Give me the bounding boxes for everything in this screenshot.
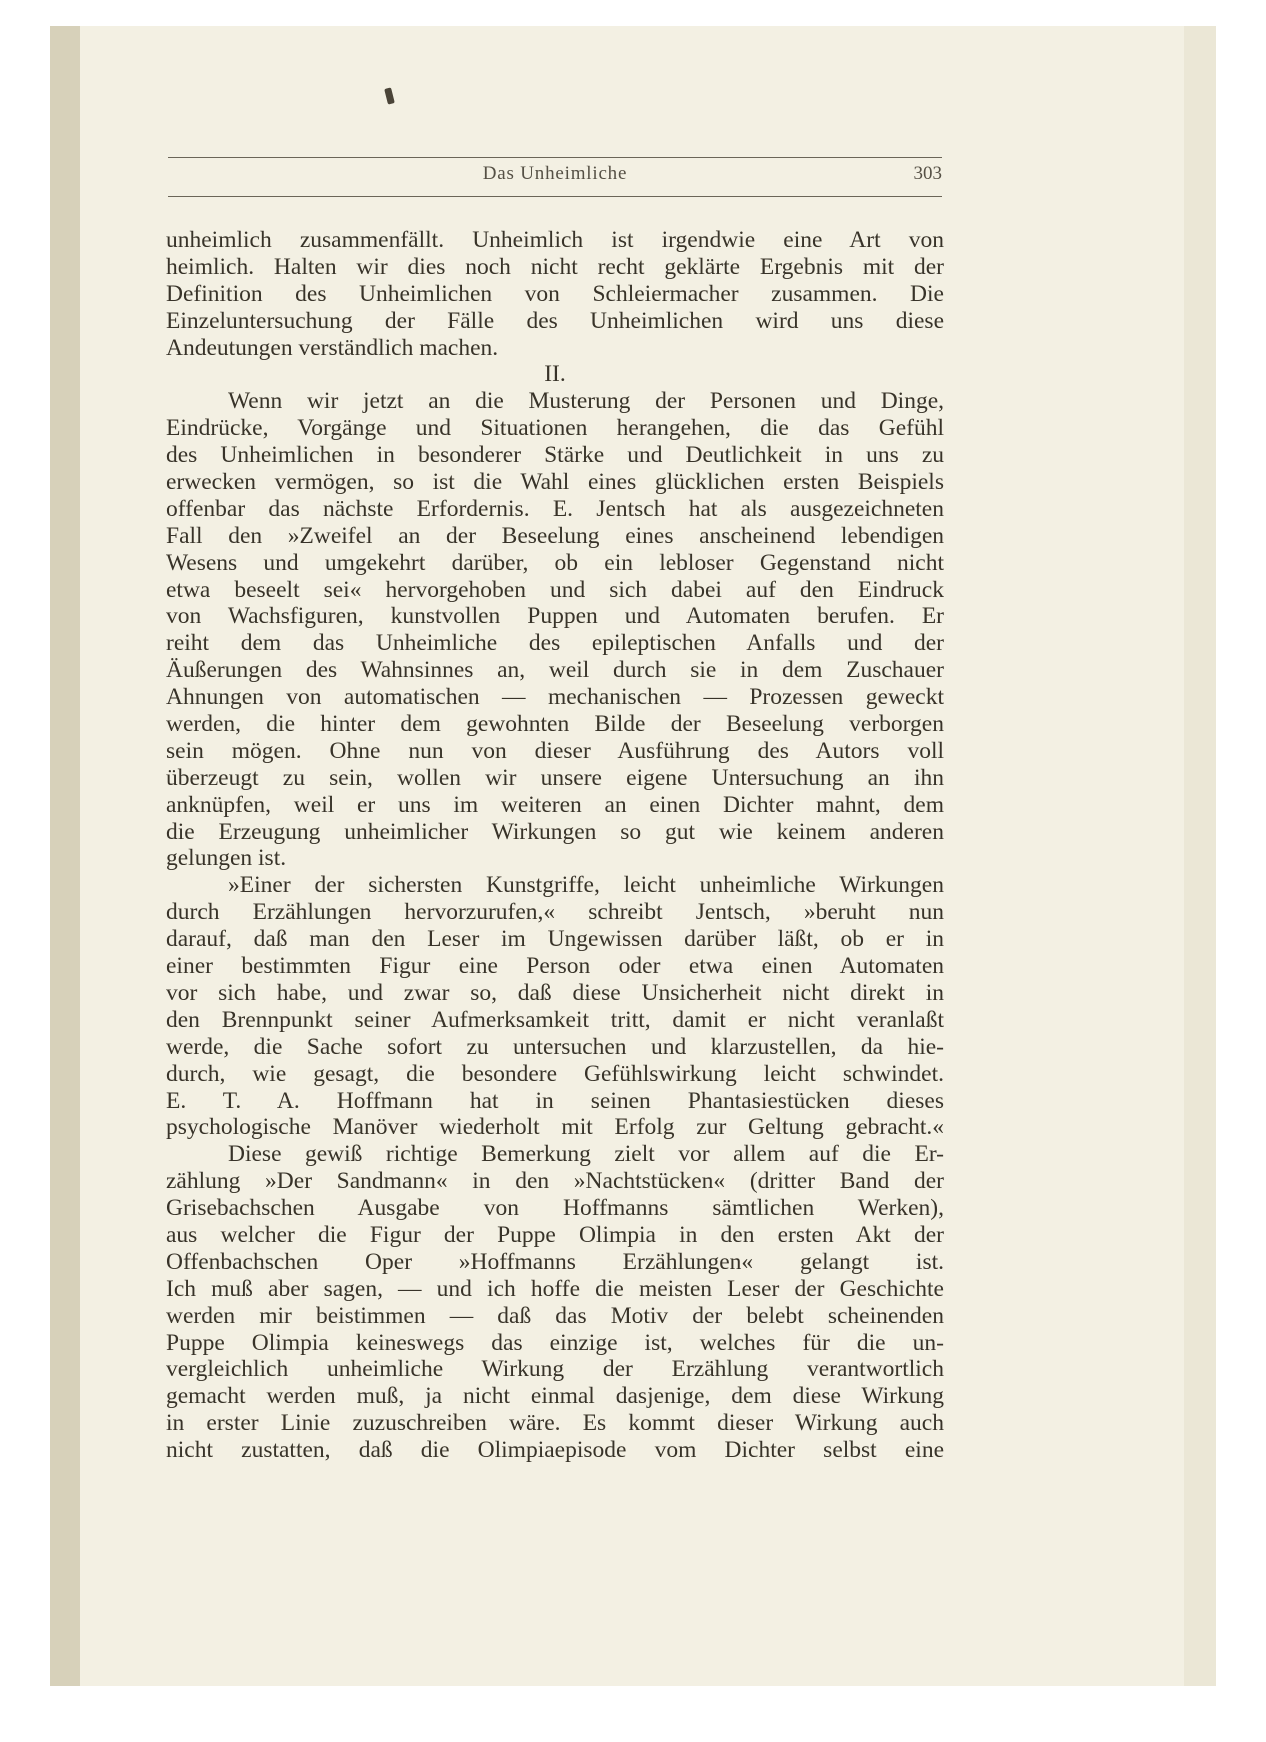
text-line: Definition des Unheimlichen von Schleiermacher zusammen. Die <box>166 280 944 307</box>
running-title: Das Unheimliche <box>482 163 628 184</box>
text-line: Offenbachschen Oper »Hoffmanns Erzählungen« gelangt ist. <box>166 1248 944 1275</box>
text-line: E. T. A. Hoffmann hat in seinen Phantasiestücken dieses <box>166 1087 944 1114</box>
text-line: vergleichlich unheimliche Wirkung der Erzählung verantwortlich <box>166 1356 944 1383</box>
section-heading: II. <box>544 361 566 388</box>
text-line: Ahnungen von automatischen — mechanischen — Prozessen geweckt <box>166 684 944 711</box>
text-line: Grisebachschen Ausgabe von Hoffmanns sämtlichen Werken), <box>166 1195 944 1222</box>
text-line: darauf, daß man den Leser im Ungewissen darüber läßt, ob er in <box>166 926 944 953</box>
text-line: überzeugt zu sein, wollen wir unsere eigene Untersuchung an ihn <box>166 764 944 791</box>
text-line: in erster Linie zuzuschreiben wäre. Es kommt dieser Wirkung auch <box>166 1410 944 1437</box>
text-line: Einzeluntersuchung der Fälle des Unheimlichen wird uns diese <box>166 307 944 334</box>
text-line: heimlich. Halten wir dies noch nicht recht geklärte Ergebnis mit der <box>166 253 944 280</box>
text-line: aus welcher die Figur der Puppe Olimpia in den ersten Akt der <box>166 1221 944 1248</box>
text-line: Ich muß aber sagen, — und ich hoffe die meisten Leser der Geschichte <box>166 1275 944 1302</box>
binding-shadow-left <box>50 26 80 1686</box>
text-line: Eindrücke, Vorgänge und Situationen herangehen, die das Gefühl <box>166 415 944 442</box>
text-line: Puppe Olimpia keineswegs das einzige ist, welches für die un- <box>166 1329 944 1356</box>
text-line: werden, die hinter dem gewohnten Bilde der Beseelung verborgen <box>166 711 944 738</box>
text-line: gemacht werden muß, ja nicht einmal dasjenige, dem diese Wirkung <box>166 1383 944 1410</box>
text-line: zählung »Der Sandmann« in den »Nachtstücken« (dritter Band der <box>166 1168 944 1195</box>
header-rule-top <box>168 157 942 158</box>
text-line: werde, die Sache sofort zu untersuchen und klarzustellen, da hie- <box>166 1033 944 1060</box>
text-line: psychologische Manöver wiederholt mit Erfolg zur Geltung gebracht.« <box>166 1114 944 1141</box>
text-line: Diese gewiß richtige Bemerkung zielt vor allem auf die Er- <box>228 1141 944 1168</box>
body-text <box>166 227 944 1464</box>
text-line: reiht dem das Unheimliche des epileptischen Anfalls und der <box>166 630 944 657</box>
text-line: einer bestimmten Figur eine Person oder etwa einen Automaten <box>166 953 944 980</box>
text-line: anknüpfen, weil er uns im weiteren an einen Dichter mahnt, dem <box>166 791 944 818</box>
text-line: Wesens und umgekehrt darüber, ob ein lebloser Gegenstand nicht <box>166 549 944 576</box>
header-rule-bottom <box>168 196 942 197</box>
page-number: 303 <box>913 163 942 184</box>
text-line: offenbar das nächste Erfordernis. E. Jentsch hat als ausgezeichneten <box>166 495 944 522</box>
text-line: unheimlich zusammenfällt. Unheimlich ist irgendwie eine Art von <box>166 227 944 253</box>
text-line: nicht zustatten, daß die Olimpiaepisode vom Dichter selbst eine <box>166 1437 944 1464</box>
text-line: gelungen ist. <box>166 845 287 872</box>
text-line: »Einer der sichersten Kunstgriffe, leicht unheimliche Wirkungen <box>228 872 944 899</box>
text-line: etwa beseelt sei« hervorgehoben und sich dabei auf den Eindruck <box>166 576 944 603</box>
text-line: werden mir beistimmen — daß das Motiv der belebt scheinenden <box>166 1302 944 1329</box>
text-line: die Erzeugung unheimlicher Wirkungen so gut wie keinem anderen <box>166 818 944 845</box>
text-line: durch Erzählungen hervorzurufen,« schreibt Jentsch, »beruht nun <box>166 899 944 926</box>
text-line: sein mögen. Ohne nun von dieser Ausführung des Autors voll <box>166 737 944 764</box>
text-line: Äußerungen des Wahnsinnes an, weil durch sie in dem Zuschauer <box>166 657 944 684</box>
text-line: Andeutungen verständlich machen. <box>166 334 499 361</box>
text-line: von Wachsfiguren, kunstvollen Puppen und Automaten berufen. Er <box>166 603 944 630</box>
running-header <box>168 163 942 191</box>
text-line: des Unheimlichen in besonderer Stärke und Deutlichkeit in uns zu <box>166 442 944 469</box>
text-line: Wenn wir jetzt an die Musterung der Personen und Dinge, <box>228 388 944 415</box>
text-line: vor sich habe, und zwar so, daß diese Unsicherheit nicht direkt in <box>166 979 944 1006</box>
text-line: Fall den »Zweifel an der Beseelung eines anscheinend lebendigen <box>166 522 944 549</box>
text-line: erwecken vermögen, so ist die Wahl eines glücklichen ersten Beispiels <box>166 469 944 496</box>
text-line: den Brennpunkt seiner Aufmerksamkeit tritt, damit er nicht veranlaßt <box>166 1006 944 1033</box>
page-edge-right <box>1184 26 1216 1686</box>
text-line: durch, wie gesagt, die besondere Gefühlswirkung leicht schwindet. <box>166 1060 944 1087</box>
